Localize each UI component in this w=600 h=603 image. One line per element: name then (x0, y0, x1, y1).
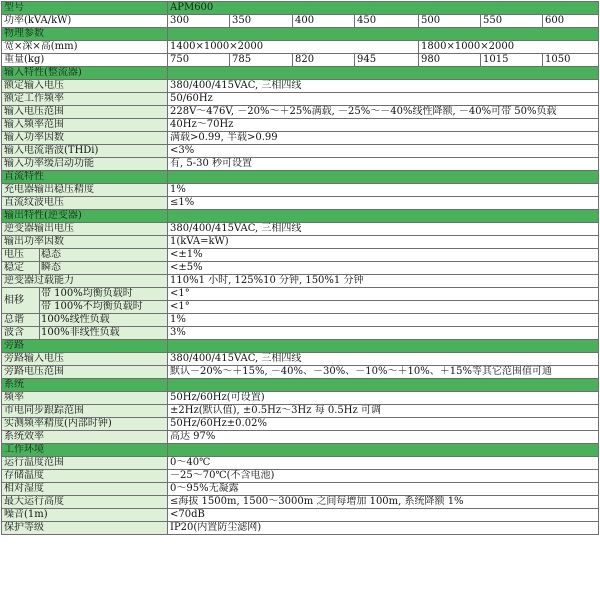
spec-row (2, 392, 599, 405)
spec-label: 运行温度范围 (2, 457, 168, 470)
vreg-label-bottom: 稳定 (2, 262, 40, 275)
spec-label: 额定工作频率 (2, 93, 168, 106)
spec-row (2, 522, 599, 535)
spec-value: 有, 5-30 秒可设置 (168, 158, 599, 171)
spec-label: 带 100%不均衡负载时 (40, 301, 168, 314)
spec-row (2, 132, 599, 145)
spec-row (2, 223, 599, 236)
power-value: 450 (355, 15, 419, 28)
spec-table (1, 1, 599, 535)
spec-row (2, 431, 599, 444)
spec-label: 瞬态 (40, 262, 168, 275)
spec-value: <±5% (168, 262, 599, 275)
dims-row (2, 41, 599, 54)
spec-value: 380/400/415VAC, 三相四线 (168, 223, 599, 236)
dims-value-b: 1800×1000×2000 (419, 41, 599, 54)
spec-row (2, 418, 599, 431)
spec-row (2, 80, 599, 93)
spec-row (2, 106, 599, 119)
spec-value: <1° (168, 288, 599, 301)
spec-row (2, 119, 599, 132)
spec-label: 保护等级 (2, 522, 168, 535)
spec-value: 0～95%无凝露 (168, 483, 599, 496)
spec-row (2, 496, 599, 509)
weight-value: 1015 (481, 54, 543, 67)
section-title-environment: 工作环境 (2, 444, 168, 457)
spec-value: 1% (168, 314, 599, 327)
spec-row (2, 314, 599, 327)
section-title-system: 系统 (2, 379, 168, 392)
spec-label: 输入功率因数 (2, 132, 168, 145)
spec-label: 输入电流谐波(THDi) (2, 145, 168, 158)
spec-row (2, 327, 599, 340)
spec-label: 输出功率因数 (2, 236, 168, 249)
vreg-label-top: 电压 (2, 249, 40, 262)
spec-label: 额定输入电压 (2, 80, 168, 93)
spec-value: 3% (168, 327, 599, 340)
section-header (2, 340, 599, 353)
spec-row (2, 366, 599, 379)
spec-label: 市电同步跟踪范围 (2, 405, 168, 418)
power-value: 300 (168, 15, 230, 28)
power-value: 550 (481, 15, 543, 28)
spec-label: 系统效率 (2, 431, 168, 444)
section-header (2, 171, 599, 184)
spec-label: 输入功率缓启动功能 (2, 158, 168, 171)
spec-value: <1° (168, 301, 599, 314)
thd-label-bottom: 波含 (2, 327, 40, 340)
section-header (2, 28, 599, 41)
spec-label: 带 100%均衡负载时 (40, 288, 168, 301)
spec-value: 110%1 小时, 125%10 分钟, 150%1 分钟 (168, 275, 599, 288)
spec-label: 100%线性负载 (40, 314, 168, 327)
thd-label-top: 总谐 (2, 314, 40, 327)
section-title-dc: 直流特性 (2, 171, 168, 184)
section-header (2, 67, 599, 80)
weight-row (2, 54, 599, 67)
spec-value: ±2Hz(默认值), ±0.5Hz～3Hz 每 0.5Hz 可调 (168, 405, 599, 418)
section-header (2, 210, 599, 223)
model-label: 型号 (2, 2, 168, 15)
spec-value: －25～70℃(不含电池) (168, 470, 599, 483)
section-title-bypass: 旁路 (2, 340, 168, 353)
weight-value: 750 (168, 54, 230, 67)
section-header (2, 379, 599, 392)
power-value: 600 (543, 15, 599, 28)
spec-row (2, 93, 599, 106)
spec-value: 50Hz/60Hz(可设置) (168, 392, 599, 405)
spec-sheet (1, 1, 599, 601)
spec-label: 旁路电压范围 (2, 366, 168, 379)
spec-label: 输入频率范围 (2, 119, 168, 132)
section-title-physical: 物理参数 (2, 28, 168, 41)
spec-row (2, 275, 599, 288)
spec-row (2, 262, 599, 275)
spec-value: 380/400/415VAC, 三相四线 (168, 80, 599, 93)
spec-row (2, 288, 599, 301)
spec-label: 旁路输入电压 (2, 353, 168, 366)
spec-row (2, 483, 599, 496)
weight-value: 945 (355, 54, 419, 67)
spec-value: 228V～476V, －20%～＋25%满载, －25%～－40%线性降额, －40%可带 50%负载 (168, 106, 599, 119)
dims-value-a: 1400×1000×2000 (168, 41, 419, 54)
weight-label: 重量(kg) (2, 54, 168, 67)
spec-label: 充电器输出稳压精度 (2, 184, 168, 197)
spec-label: 频率 (2, 392, 168, 405)
spec-label: 稳态 (40, 249, 168, 262)
dims-label: 宽×深×高(mm) (2, 41, 168, 54)
spec-value: <70dB (168, 509, 599, 522)
spec-row (2, 301, 599, 314)
spec-label: 实测频率精度(内部时钟) (2, 418, 168, 431)
spec-row (2, 457, 599, 470)
power-value: 400 (293, 15, 355, 28)
power-row (2, 15, 599, 28)
weight-value: 820 (293, 54, 355, 67)
spec-value: 0～40℃ (168, 457, 599, 470)
spec-row (2, 405, 599, 418)
spec-row (2, 184, 599, 197)
phase-label: 相移 (2, 288, 40, 314)
spec-value: 默认－20%～＋15%, －40%、－30%、－10%～＋10%、＋15%等其它范围值可通 (168, 366, 599, 379)
spec-label: 100%非线性负载 (40, 327, 168, 340)
model-row (2, 2, 599, 15)
spec-value: 满载>0.99, 半载>0.99 (168, 132, 599, 145)
spec-value: 1% (168, 184, 599, 197)
section-header (2, 444, 599, 457)
spec-value: ≤1% (168, 197, 599, 210)
spec-row (2, 145, 599, 158)
spec-row (2, 197, 599, 210)
spec-row (2, 236, 599, 249)
power-value: 500 (419, 15, 481, 28)
spec-row (2, 470, 599, 483)
spec-value: 50/60Hz (168, 93, 599, 106)
spec-value: 40Hz～70Hz (168, 119, 599, 132)
spec-value: IP20(内置防尘滤网) (168, 522, 599, 535)
spec-label: 逆变器过载能力 (2, 275, 168, 288)
spec-label: 最大运行高度 (2, 496, 168, 509)
spec-label: 逆变器输出电压 (2, 223, 168, 236)
power-value: 350 (230, 15, 293, 28)
weight-value: 785 (230, 54, 293, 67)
weight-value: 980 (419, 54, 481, 67)
spec-label: 相对湿度 (2, 483, 168, 496)
spec-row (2, 158, 599, 171)
section-title-input: 输入特性(整流器) (2, 67, 168, 80)
spec-label: 噪音(1m) (2, 509, 168, 522)
spec-value: <±1% (168, 249, 599, 262)
spec-label: 输入电压范围 (2, 106, 168, 119)
spec-value: ≤海拔 1500m, 1500～3000m 之间每增加 100m, 系统降额 1% (168, 496, 599, 509)
spec-value: 高达 97% (168, 431, 599, 444)
section-title-output: 输出特性(逆变器) (2, 210, 168, 223)
spec-label: 直流纹波电压 (2, 197, 168, 210)
spec-value: 380/400/415VAC, 三相四线 (168, 353, 599, 366)
power-label: 功率(kVA/kW) (2, 15, 168, 28)
spec-row (2, 353, 599, 366)
spec-value: 1(kVA=kW) (168, 236, 599, 249)
spec-value: 50Hz/60Hz±0.02% (168, 418, 599, 431)
spec-row (2, 509, 599, 522)
spec-row (2, 249, 599, 262)
model-value: APM600 (168, 2, 599, 15)
spec-label: 存储温度 (2, 470, 168, 483)
spec-value: <3% (168, 145, 599, 158)
weight-value: 1050 (543, 54, 599, 67)
